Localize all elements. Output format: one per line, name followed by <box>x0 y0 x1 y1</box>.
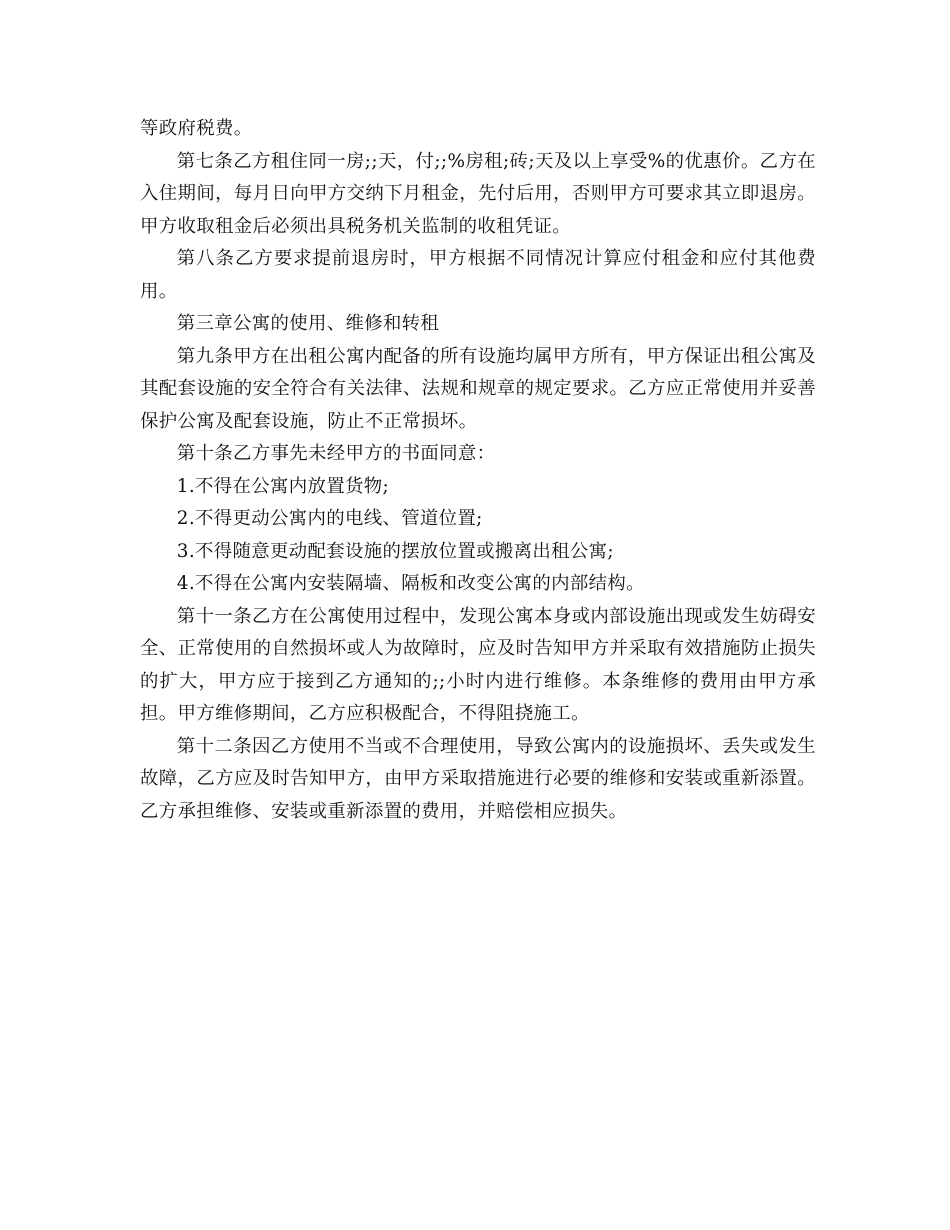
paragraph-article-10: 第十条乙方事先未经甲方的书面同意： <box>176 443 496 464</box>
paragraph-tax-continuation: 等政府税费。 <box>140 118 253 139</box>
paragraph-article-7: 第七条乙方租住同一房;;天，付;;%房租;砖;天及以上享受%的优惠价。乙方在入住期间，每月日向甲方交纳下月租金，先付后用，否则甲方可要求其立即退房。甲方收取租金后必须出具税务机关监制的收租凭证。 <box>140 150 816 237</box>
paragraph-article-12: 第十二条因乙方使用不当或不合理使用，导致公寓内的设施损坏、丢失或发生故障，乙方应及时告知甲方，由甲方采取措施进行必要的维修和安装或重新添置。乙方承担维修、安装或重新添置的费用，并赔偿相应损失。 <box>140 735 816 822</box>
list-item-1: 1.不得在公寓内放置货物; <box>176 475 389 497</box>
list-item-4: 4.不得在公寓内安装隔墙、隔板和改变公寓的内部结构。 <box>176 573 645 594</box>
list-item-2: 2.不得更动公寓内的电线、管道位置; <box>176 508 483 529</box>
chapter-3-heading: 第三章公寓的使用、维修和转租 <box>176 313 440 334</box>
paragraph-article-8: 第八条乙方要求提前退房时，甲方根据不同情况计算应付租金和应付其他费用。 <box>140 248 816 302</box>
list-item-3: 3.不得随意更动配套设施的摆放位置或搬离出租公寓; <box>176 540 614 562</box>
paragraph-article-11: 第十一条乙方在公寓使用过程中，发现公寓本身或内部设施出现或发生妨碍安全、正常使用的自然损坏或人为故障时，应及时告知甲方并采取有效措施防止损失的扩大，甲方应于接到乙方通知的;;小时内进行维修。本条维修的费用由甲方承担。甲方维修期间，乙方应积极配合，不得阻挠施工。 <box>140 605 816 724</box>
paragraph-article-9: 第九条甲方在出租公寓内配备的所有设施均属甲方所有，甲方保证出租公寓及其配套设施的安全符合有关法律、法规和规章的规定要求。乙方应正常使用并妥善保护公寓及配套设施，防止不正常损坏。 <box>140 345 816 432</box>
document-body <box>140 113 816 828</box>
